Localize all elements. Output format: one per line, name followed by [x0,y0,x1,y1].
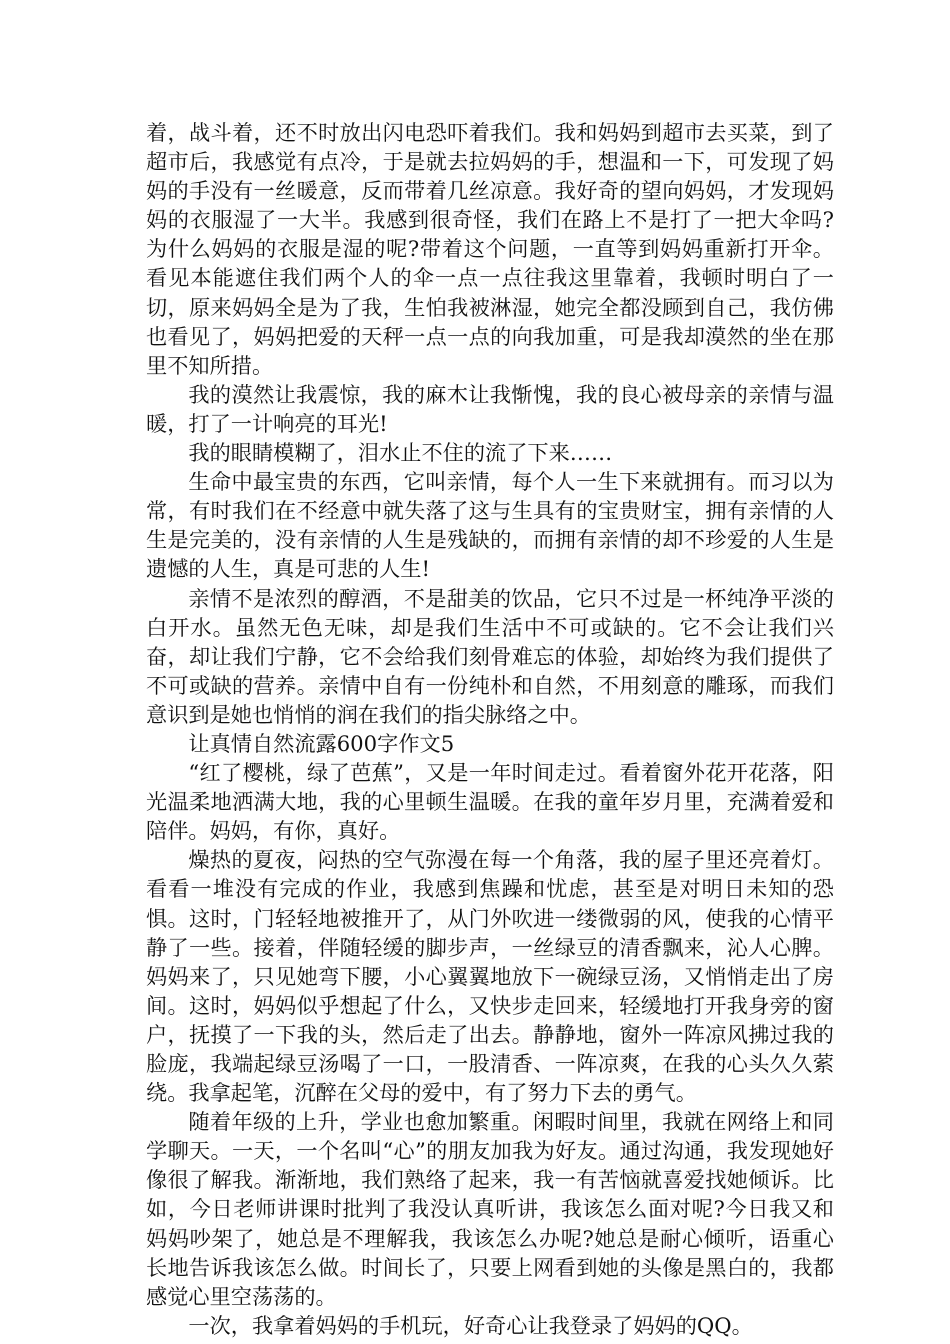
paragraph: 我的漠然让我震惊，我的麻木让我惭愧，我的良心被母亲的亲情与温暖，打了一计响亮的耳光! [146,381,834,436]
paragraph: 随着年级的上升，学业也愈加繁重。闲暇时间里，我就在网络上和同学聊天。一天，一个名叫“心”的朋友加我为好友。通过沟通，我发现她好像很了解我。渐渐地，我们熟络了起来，我一有苦恼就喜爱找她倾诉。比如，今日老师讲课时批判了我没认真听讲，我该怎么面对呢?今日我又和妈妈吵架了，她总是不理解我，我该怎么办呢?她总是耐心倾听，语重心长地告诉我该怎么做。时间长了，只要上网看到她的头像是黑白的，我都感觉心里空荡荡的。 [146,1109,834,1309]
essay-title: 让真情自然流露600字作文5 [188,730,455,756]
paragraph: “红了樱桃，绿了芭蕉”，又是一年时间走过。看着窗外花开花落，阳光温柔地洒满大地，我的心里顿生温暖。在我的童年岁月里，充满着爱和陪伴。妈妈，有你，真好。 [146,760,834,844]
paragraph-continued: 着，战斗着，还不时放出闪电恐吓着我们。我和妈妈到超市去买菜，到了超市后，我感觉有点冷，于是就去拉妈妈的手，想温和一下，可发现了妈妈的手没有一丝暖意，反而带着几丝凉意。我好奇的望向妈妈，才发现妈妈的衣服湿了一大半。我感到很奇怪，我们在路上不是打了一把大伞吗?为什么妈妈的衣服是湿的呢?带着这个问题，一直等到妈妈重新打开伞。看见本能遮住我们两个人的伞一点一点往我这里靠着，我顿时明白了一切，原来妈妈全是为了我，生怕我被淋湿，她完全都没顾到自己，我仿佛也看见了，妈妈把爱的天秤一点一点的向我加重，可是我却漠然的坐在那里不知所措。 [146,120,834,378]
paragraph: 一次，我拿着妈妈的手机玩，好奇心让我登录了妈妈的QQ。 [188,1312,753,1338]
paragraph: 亲情不是浓烈的醇酒，不是甜美的饮品，它只不过是一杯纯净平淡的白开水。虽然无色无味，却是我们生活中不可或缺的。它不会让我们兴奋，却让我们宁静，它不会给我们刻骨难忘的体验，却始终为我们提供了不可或缺的营养。亲情中自有一份纯朴和自然，不用刻意的雕琢，而我们意识到是她也悄悄的润在我们的指尖脉络之中。 [146,585,834,727]
document-body [146,118,834,1340]
paragraph: 生命中最宝贵的东西，它叫亲情，每个人一生下来就拥有。而习以为常，有时我们在不经意中就失落了这与生具有的宝贵财宝，拥有亲情的人生是完美的，没有亲情的人生是残缺的，而拥有亲情的却不珍爱的人生是遗憾的人生，真是可悲的人生! [146,469,834,582]
paragraph: 我的眼睛模糊了，泪水止不住的流了下来…… [188,440,613,466]
paragraph: 燥热的夏夜，闷热的空气弥漫在每一个角落，我的屋子里还亮着灯。看看一堆没有完成的作业，我感到焦躁和忧虑，甚至是对明日未知的恐惧。这时，门轻轻地被推开了，从门外吹进一缕微弱的风，使我的心情平静了一些。接着，伴随轻缓的脚步声，一丝绿豆的清香飘来，沁人心脾。妈妈来了，只见她弯下腰，小心翼翼地放下一碗绿豆汤，又悄悄走出了房间。这时，妈妈似乎想起了什么，又快步走回来，轻缓地打开我身旁的窗户，抚摸了一下我的头，然后走了出去。静静地，窗外一阵凉风拂过我的脸庞，我端起绿豆汤喝了一口，一股清香、一阵凉爽，在我的心头久久萦绕。我拿起笔，沉醉在父母的爱中，有了努力下去的勇气。 [146,847,834,1106]
